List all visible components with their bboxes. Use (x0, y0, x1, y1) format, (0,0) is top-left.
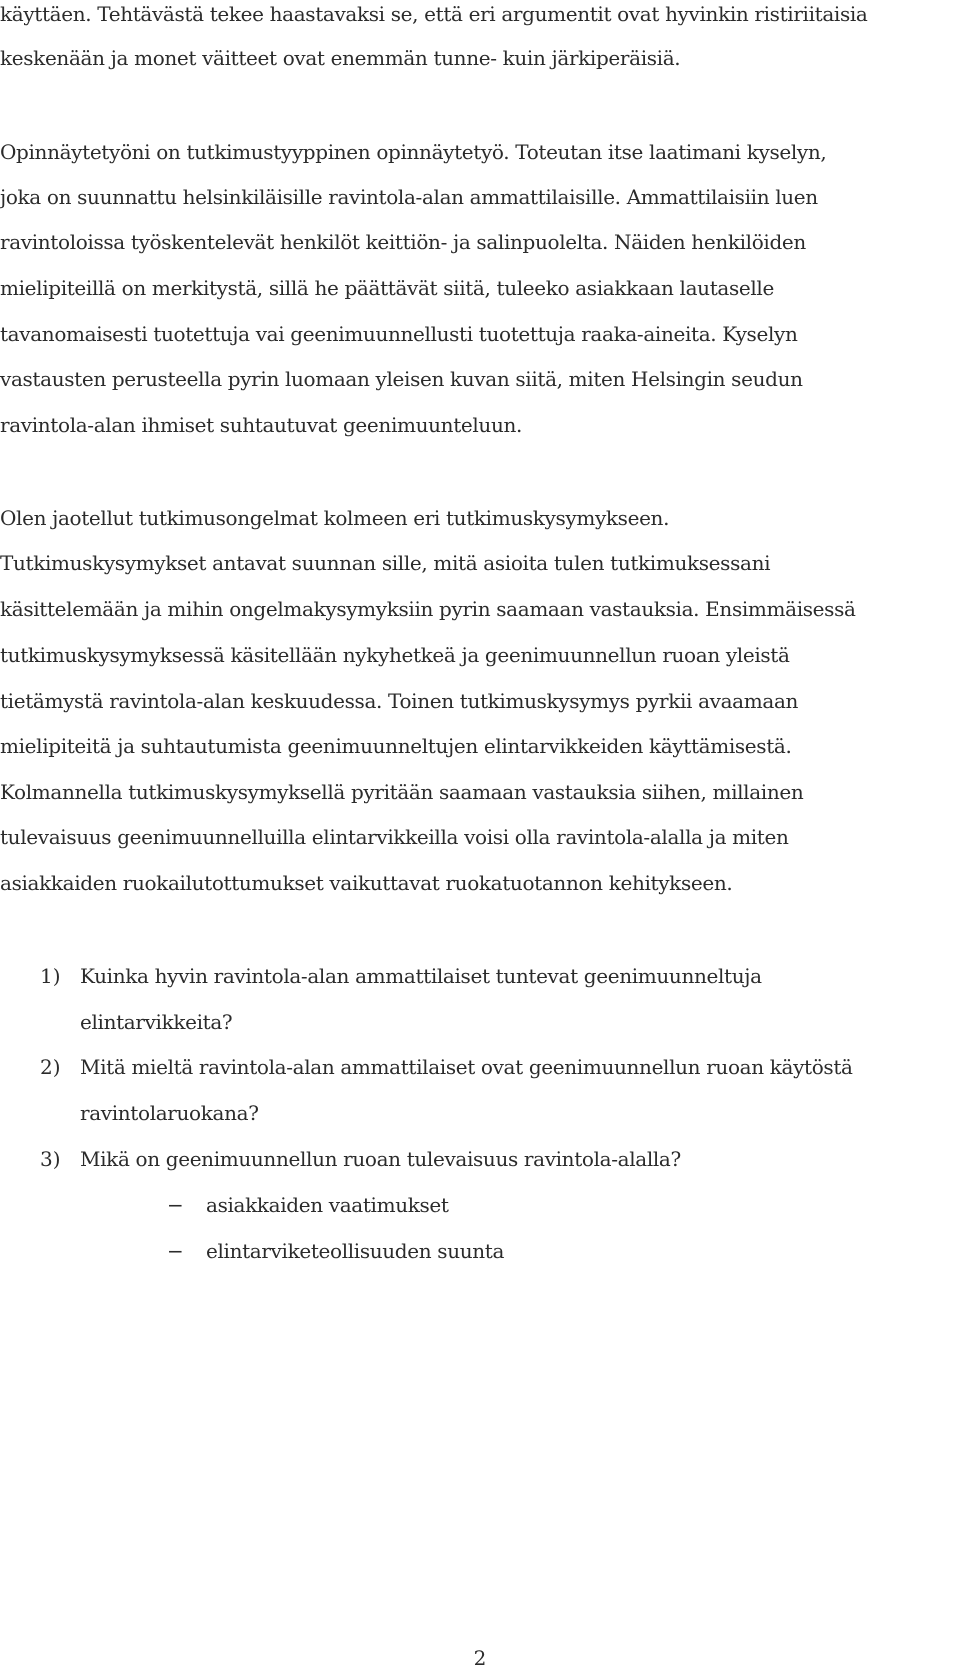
list-item-text: Kuinka hyvin ravintola-alan ammattilaiset tuntevat geenimuunneltuja (80, 964, 762, 988)
paragraph-line: tulevaisuus geenimuunnelluilla elintarvikkeilla voisi olla ravintola-alalla ja miten (0, 825, 789, 849)
list-item-text: Mitä mieltä ravintola-alan ammattilaiset ovat geenimuunnellun ruoan käytöstä (80, 1055, 853, 1079)
page-number: 2 (473, 1646, 487, 1670)
paragraph-line: asiakkaiden ruokailutottumukset vaikuttavat ruokatuotannon kehitykseen. (0, 871, 733, 895)
sub-list-item-text: asiakkaiden vaatimukset (206, 1193, 449, 1217)
paragraph-line: keskenään ja monet väitteet ovat enemmän tunne- kuin järkiperäisiä. (0, 46, 681, 70)
paragraph-line: joka on suunnattu helsinkiläisille ravintola-alan ammattilaisille. Ammattilaisiin luen (0, 185, 818, 209)
paragraph-line: Kolmannella tutkimuskysymyksellä pyritään saamaan vastauksia siihen, millainen (0, 780, 804, 804)
paragraph-line: tutkimuskysymyksessä käsitellään nykyhetkeä ja geenimuunnellun ruoan yleistä (0, 643, 790, 667)
list-number: 3) (40, 1147, 61, 1171)
paragraph-line: Tutkimuskysymykset antavat suunnan sille, mitä asioita tulen tutkimuksessani (0, 551, 771, 575)
list-item-text: Mikä on geenimuunnellun ruoan tulevaisuus ravintola-alalla? (80, 1147, 681, 1171)
paragraph-line: Olen jaotellut tutkimusongelmat kolmeen eri tutkimuskysymykseen. (0, 506, 670, 530)
list-item-text: ravintolaruokana? (80, 1101, 259, 1125)
paragraph-line: mielipiteitä ja suhtautumista geenimuunneltujen elintarvikkeiden käyttämisestä. (0, 734, 792, 758)
paragraph-line: ravintola-alan ihmiset suhtautuvat geenimuunteluun. (0, 413, 523, 437)
paragraph-line: tietämystä ravintola-alan keskuudessa. Toinen tutkimuskysymys pyrkii avaamaan (0, 689, 799, 713)
paragraph-line: mielipiteillä on merkitystä, sillä he päättävät siitä, tuleeko asiakkaan lautaselle (0, 276, 774, 300)
list-item-text: elintarvikkeita? (80, 1010, 233, 1034)
paragraph-line: ravintoloissa työskentelevät henkilöt keittiön- ja salinpuolelta. Näiden henkilöiden (0, 230, 806, 254)
dash-bullet: − (167, 1193, 184, 1217)
list-number: 2) (40, 1055, 61, 1079)
paragraph-line: vastausten perusteella pyrin luomaan yleisen kuvan siitä, miten Helsingin seudun (0, 367, 803, 391)
list-number: 1) (40, 964, 61, 988)
sub-list-item-text: elintarviketeollisuuden suunta (206, 1239, 505, 1263)
paragraph-line: käyttäen. Tehtävästä tekee haastavaksi se, että eri argumentit ovat hyvinkin ristiriitaisia (0, 2, 868, 26)
paragraph-line: käsittelemään ja mihin ongelmakysymyksiin pyrin saamaan vastauksia. Ensimmäisessä (0, 597, 856, 621)
paragraph-line: Opinnäytetyöni on tutkimustyyppinen opinnäytetyö. Toteutan itse laatimani kyselyn, (0, 140, 827, 164)
dash-bullet: − (167, 1239, 184, 1263)
paragraph-line: tavanomaisesti tuotettuja vai geenimuunnellusti tuotettuja raaka-aineita. Kyselyn (0, 322, 798, 346)
